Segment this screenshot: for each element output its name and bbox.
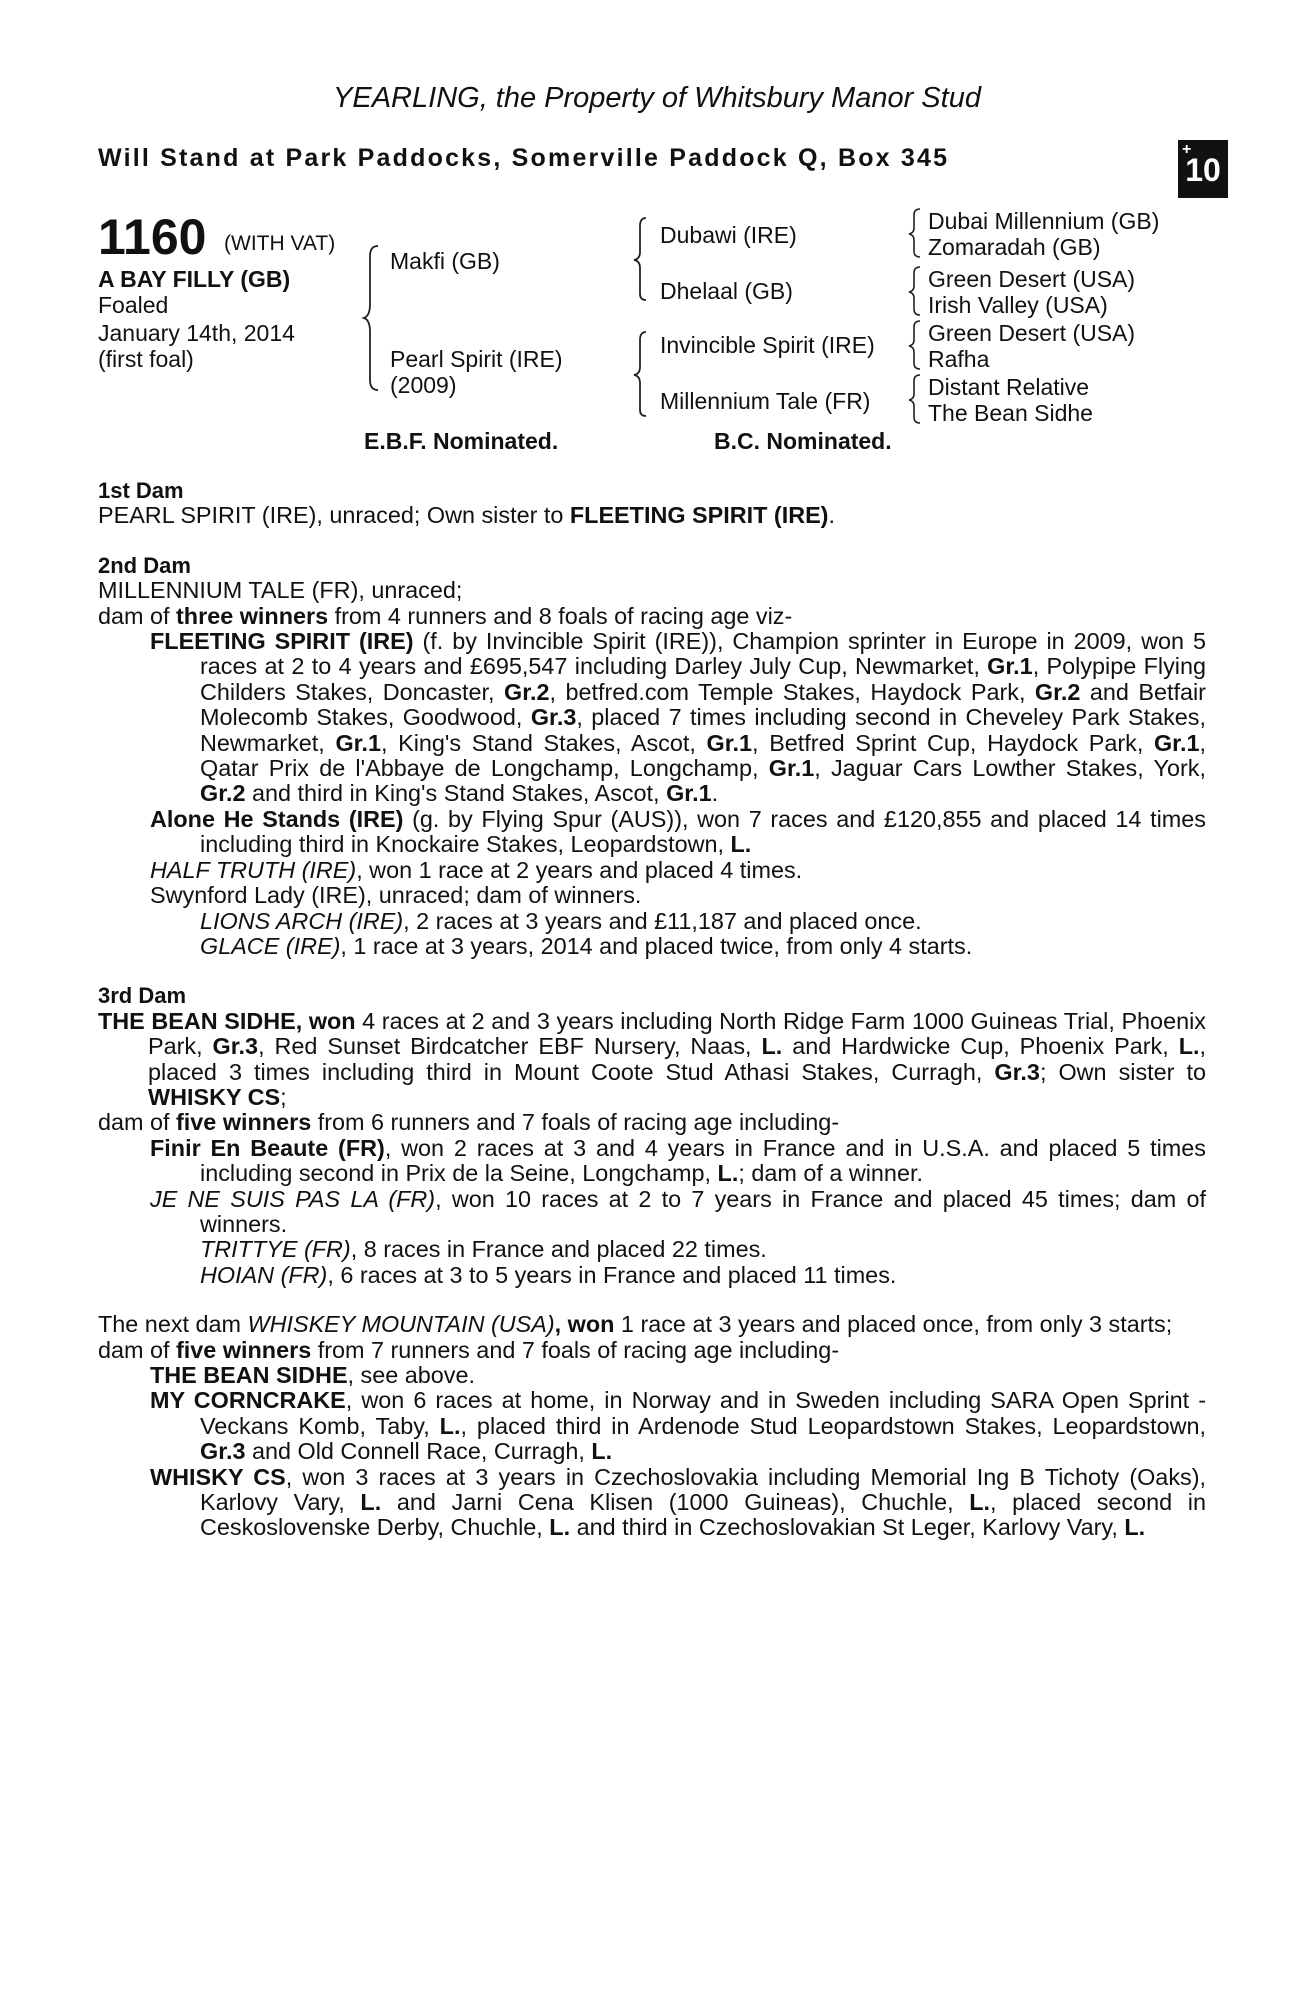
ped-ssd: Zomaradah (GB) (928, 234, 1101, 260)
third-dam-title: 3rd Dam (98, 983, 187, 1009)
lot-number: 1160 (98, 209, 207, 265)
foaled-date: January 14th, 2014 (98, 320, 295, 346)
dam-year: (2009) (390, 372, 457, 398)
plus-icon: + (1182, 141, 1192, 158)
dam-name: Pearl Spirit (IRE) (390, 346, 563, 372)
bc-nominated: B.C. Nominated. (714, 428, 892, 454)
finir-en-beaute-entry: Finir En Beaute (FR), won 2 races at 3 and 4 years in France and in U.S.A. and placed 5 times including second in Prix de la Seine, Longchamp, L.; dam of a winner. (150, 1134, 1206, 1187)
dam-dam: Millennium Tale (FR) (660, 388, 871, 414)
foal-note: (first foal) (98, 346, 194, 372)
ped-dds: Distant Relative (928, 374, 1090, 400)
badge-number: 10 (1185, 152, 1221, 188)
ped-sss: Dubai Millennium (GB) (928, 208, 1160, 234)
bean-sidhe-ref: THE BEAN SIDHE, see above. (150, 1362, 475, 1388)
ped-sds: Green Desert (USA) (928, 266, 1136, 292)
next-dam-damof: dam of five winners from 7 runners and 7 foals of racing age including- (98, 1336, 840, 1363)
next-dam-entry: The next dam WHISKEY MOUNTAIN (USA), won 1 race at 3 years and placed once, from only 3 starts; (98, 1311, 1173, 1338)
bean-sidhe-entry: THE BEAN SIDHE, won 4 races at 2 and 3 years including North Ridge Farm 1000 Guineas Trial, Phoenix Park, Gr.3, Red Sunset Birdcatcher EBF Nursery, Naas, L. and Hardwicke Cup, Phoenix Park, L., placed 3 times including third in Mount Coote Stud Athasi Stakes, Curragh, Gr.3; Own sister to WHISKY CS; (98, 1007, 1206, 1110)
je-ne-suis-entry: JE NE SUIS PAS LA (FR), won 10 races at 2 to 7 years in France and placed 45 times; dam of winners. (150, 1185, 1206, 1237)
ped-dss: Green Desert (USA) (928, 320, 1136, 346)
glace-entry: GLACE (IRE), 1 race at 3 years, 2014 and placed twice, from only 4 starts. (200, 932, 973, 959)
hoian-entry: HOIAN (FR), 6 races at 3 to 5 years in France and placed 11 times. (200, 1261, 897, 1288)
first-dam-text: PEARL SPIRIT (IRE), unraced; Own sister to FLEETING SPIRIT (IRE). (98, 502, 835, 529)
lot-title: A BAY FILLY (GB) (98, 266, 291, 292)
lot-badge (1178, 140, 1228, 198)
alone-he-stands-entry: Alone He Stands (IRE) (g. by Flying Spur (AUS)), won 7 races and £120,855 and placed 14 times including third in Knockaire Stakes, Leopardstown, L. (150, 805, 1206, 858)
sire-dam: Dhelaal (GB) (660, 278, 793, 304)
first-dam-title: 1st Dam (98, 478, 184, 503)
stand-location: Will Stand at Park Paddocks, Somerville Paddock Q, Box 345 (98, 144, 950, 172)
sire-line-brace (628, 214, 658, 304)
catalogue-body (98, 478, 1206, 1541)
brace-2 (904, 264, 928, 318)
second-dam-line: MILLENNIUM TALE (FR), unraced; (98, 577, 463, 604)
lions-arch-entry: LIONS ARCH (IRE), 2 races at 3 years and £11,187 and placed once. (200, 907, 922, 934)
page-heading: YEARLING, the Property of Whitsbury Manor Stud (333, 82, 981, 114)
brace-3 (904, 318, 928, 372)
ped-ddd: The Bean Sidhe (928, 400, 1093, 426)
brace-4 (904, 372, 928, 426)
third-dam-damof: dam of five winners from 6 runners and 7 foals of racing age including- (98, 1109, 840, 1136)
fleeting-spirit-entry: FLEETING SPIRIT (IRE) (f. by Invincible Spirit (IRE)), Champion sprinter in Europe in 2009, won 5 races at 2 to 4 years and £695,547 including Darley July Cup, Newmarket, Gr.1, Polypipe Flying Childers Stakes, Doncaster, Gr.2, betfred.com Temple Stakes, Haydock Park, Gr.2 and Betfair Molecomb Stakes, Goodwood, Gr.3, placed 7 times including second in Cheveley Park Stakes, Newmarket, Gr.1, King's Stand Stakes, Ascot, Gr.1, Betfred Sprint Cup, Haydock Park, Gr.1, Qatar Prix de l'Abbaye de Longchamp, Longchamp, Gr.1, Jaguar Cars Lowther Stakes, York, Gr.2 and third in King's Stand Stakes, Ascot, Gr.1. (150, 628, 1206, 807)
dam-line-brace (628, 328, 658, 420)
vat-note: (WITH VAT) (224, 232, 336, 255)
half-truth-entry: HALF TRUTH (IRE), won 1 race at 2 years and placed 4 times. (150, 856, 803, 883)
ebf-nominated: E.B.F. Nominated. (364, 428, 559, 454)
second-dam-title: 2nd Dam (98, 552, 191, 578)
my-corncrake-entry: MY CORNCRAKE, won 6 races at home, in Norway and in Sweden including SARA Open Sprint - Veckans Komb, Taby, L., placed third in Ardenode Stud Leopardstown Stakes, Leopardstown, Gr.3 and Old Connell Race, Curragh, L. (150, 1387, 1207, 1465)
trittye-entry: TRITTYE (FR), 8 races in France and placed 22 times. (200, 1236, 767, 1263)
whisky-cs-entry: WHISKY CS, won 3 races at 3 years in Czechoslovakia including Memorial Ing B Tichoty (Oaks), Karlovy Vary, L. and Jarni Cena Klisen (1000 Guineas), Chuchle, L., placed second in Ceskoslovenske Derby, Chuchle, L. and third in Czechoslovakian St Leger, Karlovy Vary, L. (150, 1463, 1206, 1541)
foaled-label: Foaled (98, 292, 169, 318)
sire-name: Makfi (GB) (390, 248, 500, 274)
dam-sire: Invincible Spirit (IRE) (660, 332, 875, 358)
ped-dsd: Rafha (928, 346, 990, 372)
ped-sdd: Irish Valley (USA) (928, 292, 1108, 318)
second-dam-damof: dam of three winners from 4 runners and 8 foals of racing age viz- (98, 602, 793, 629)
sire-sire: Dubawi (IRE) (660, 222, 797, 248)
swynford-lady-entry: Swynford Lady (IRE), unraced; dam of winners. (150, 882, 642, 909)
brace-1 (904, 206, 928, 260)
